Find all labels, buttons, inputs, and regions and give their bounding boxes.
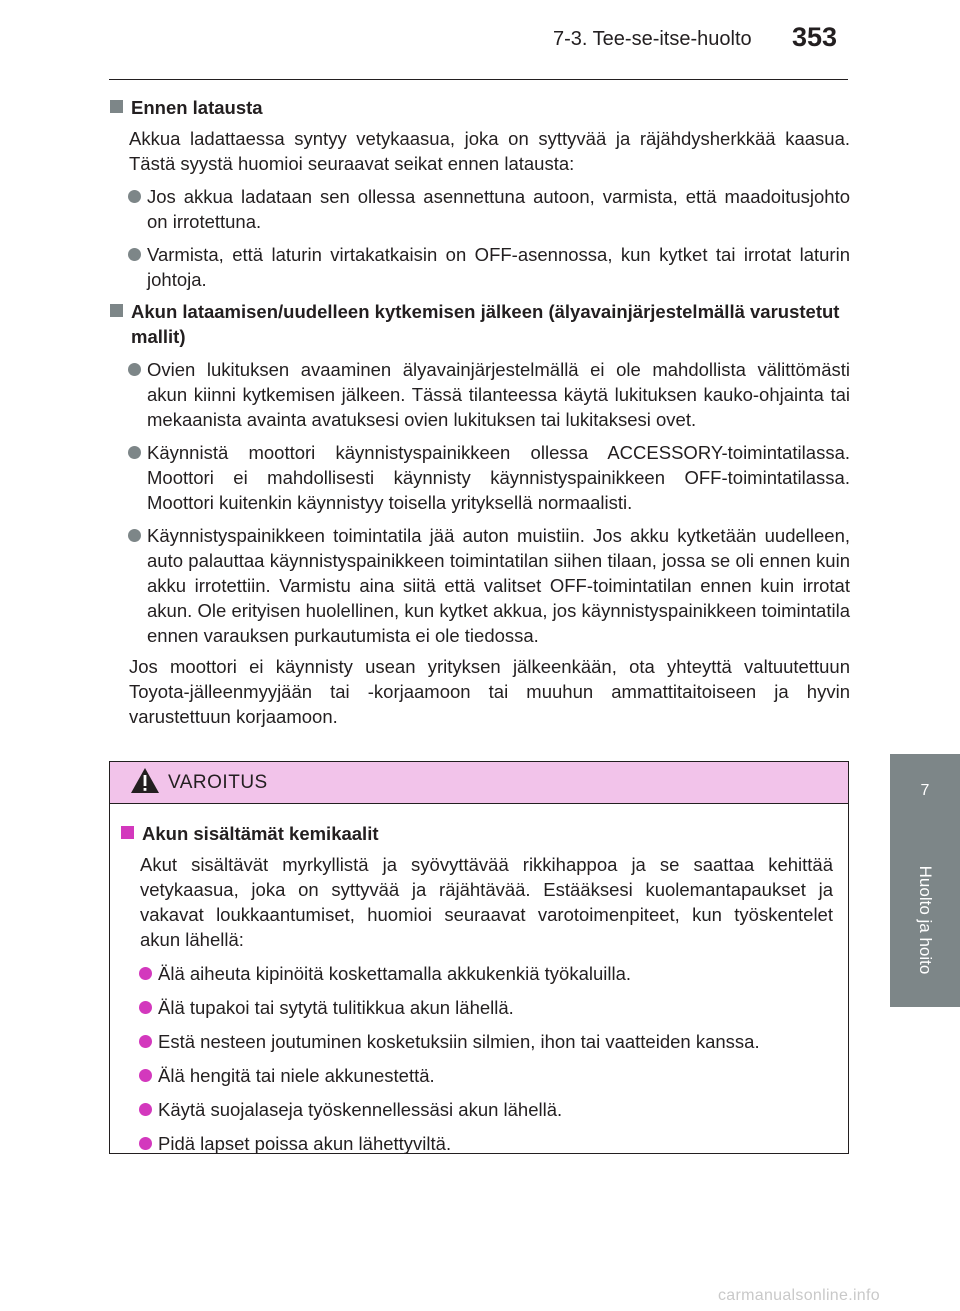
list-item [109,440,850,515]
list-item-text: Ovien lukituksen avaaminen älyavainjärjestelmällä ei ole mahdollista välittömästi akun kiinni kytkemisen jälkeen. Tässä tilanteessa käytä lukituksen kauko-ohjainta tai mekaanista avainta avatuksesi ovien lukituksen tai lukitaksesi ovet. [147,359,850,430]
bullet-icon [139,1137,152,1150]
bullet-icon [139,1001,152,1014]
section-title: Ennen latausta [131,97,263,118]
list-item-text: Älä aiheuta kipinöitä koskettamalla akkukenkiä työkaluilla. [158,963,632,984]
bullet-icon [128,190,141,203]
list-item [120,1029,833,1054]
list-item [109,184,850,234]
bullet-icon [139,1069,152,1082]
warning-title: Akun sisältämät kemikaalit [142,823,379,844]
section-heading [109,95,850,120]
section-square-icon [121,826,134,839]
list-item [120,1131,833,1156]
list-item-text: Käytä suojalaseja työskennellessäsi akun lähellä. [158,1099,563,1120]
chapter-number: 7 [920,782,930,799]
chapter-tab [890,754,960,834]
list-item [120,995,833,1020]
warning-label: VAROITUS [168,772,268,793]
warning-body [110,804,848,1156]
chapter-label: Huolto ja hoito [916,865,935,975]
warning-heading [120,821,833,846]
main-content [109,88,850,729]
list-item [120,1097,833,1122]
list-item [109,242,850,292]
list-item [120,1063,833,1088]
list-item-text: Estä nesteen joutuminen kosketuksiin silmien, ihon tai vaatteiden kanssa. [158,1031,760,1052]
header-rule [109,79,848,80]
section-square-icon [110,304,123,317]
section-paragraph: Akkua ladattaessa syntyy vetykaasua, joka on syttyvää ja räjähdysherkkää kaasua. Tästä syystä huomioi seuraavat seikat ennen latausta: [129,128,850,174]
list-item [120,961,833,986]
warning-paragraph: Akut sisältävät myrkyllistä ja syövyttävää rikkihappoa ja se saattaa kehittää vetykaasua, joka on syttyvää ja räjähtävää. Estääksesi kuolemantapaukset ja vakavat loukkaantumiset, huomioi seuraavat varotoimenpiteet, kun työskentelet akun lähellä: [140,854,833,950]
bullet-icon [128,446,141,459]
warning-box [109,761,849,1154]
list-item-text: Älä hengitä tai niele akkunestettä. [158,1065,435,1086]
bullet-icon [139,1035,152,1048]
page-header [0,0,960,80]
list-item [109,357,850,432]
bullet-icon [128,363,141,376]
list-item-text: Pidä lapset poissa akun lähettyviltä. [158,1133,452,1154]
section-paragraph: Jos moottori ei käynnisty usean yrityksen jälkeenkään, ota yhteyttä valtuutettuun Toyota-jälleenmyyjään tai -korjaamoon tai muuhun ammattitaitoiseen ja hyvin varustettuun korjaamoon. [129,656,850,727]
list-item [109,523,850,648]
chapter-side-bar [890,834,960,1007]
list-item-text: Jos akkua ladataan sen ollessa asennettuna autoon, varmista, että maadoitusjohto on irrotettuna. [147,186,850,232]
header-section-title: 7-3. Tee-se-itse-huolto [553,28,752,50]
bullet-icon [139,967,152,980]
list-item-text: Älä tupakoi tai sytytä tulitikkua akun lähellä. [158,997,514,1018]
list-item-text: Varmista, että laturin virtakatkaisin on OFF-asennossa, kun kytket tai irrotat laturin johtoja. [147,244,850,290]
section-title: Akun lataamisen/uudelleen kytkemisen jälkeen (älyavainjärjestelmällä varustetut mallit) [131,301,840,347]
list-item-text: Käynnistä moottori käynnistyspainikkeen ollessa ACCESSORY-toimintatilassa. Moottori ei mahdollisesti käynnisty käynnistyspainikkeen OFF-toimintatilassa. Moottori kuitenkin käynnistyy toisella yrityksellä normaalisti. [147,442,850,513]
watermark: carmanualsonline.info [718,1287,880,1304]
page-number: 353 [792,22,838,52]
warning-header [110,762,848,804]
bullet-icon [139,1103,152,1116]
section-heading [109,299,850,349]
section-square-icon [110,100,123,113]
warning-triangle-icon [130,767,160,794]
bullet-icon [128,248,141,261]
list-item-text: Käynnistyspainikkeen toimintatila jää auton muistiin. Jos akku kytketään uudelleen, auto palauttaa käynnistyspainikkeen toimintatilan siihen tilaan, jossa se oli ennen kuin akku irrotettiin. Varmistu aina siitä että valitset OFF-toimintatilan ennen kuin irrotat akun. Ole erityisen huolellinen, kun kytket akkua, jos käynnistyspainikkeen toimintatila ennen varauksen purkautumista ei ole tiedossa. [147,525,850,646]
bullet-icon [128,529,141,542]
